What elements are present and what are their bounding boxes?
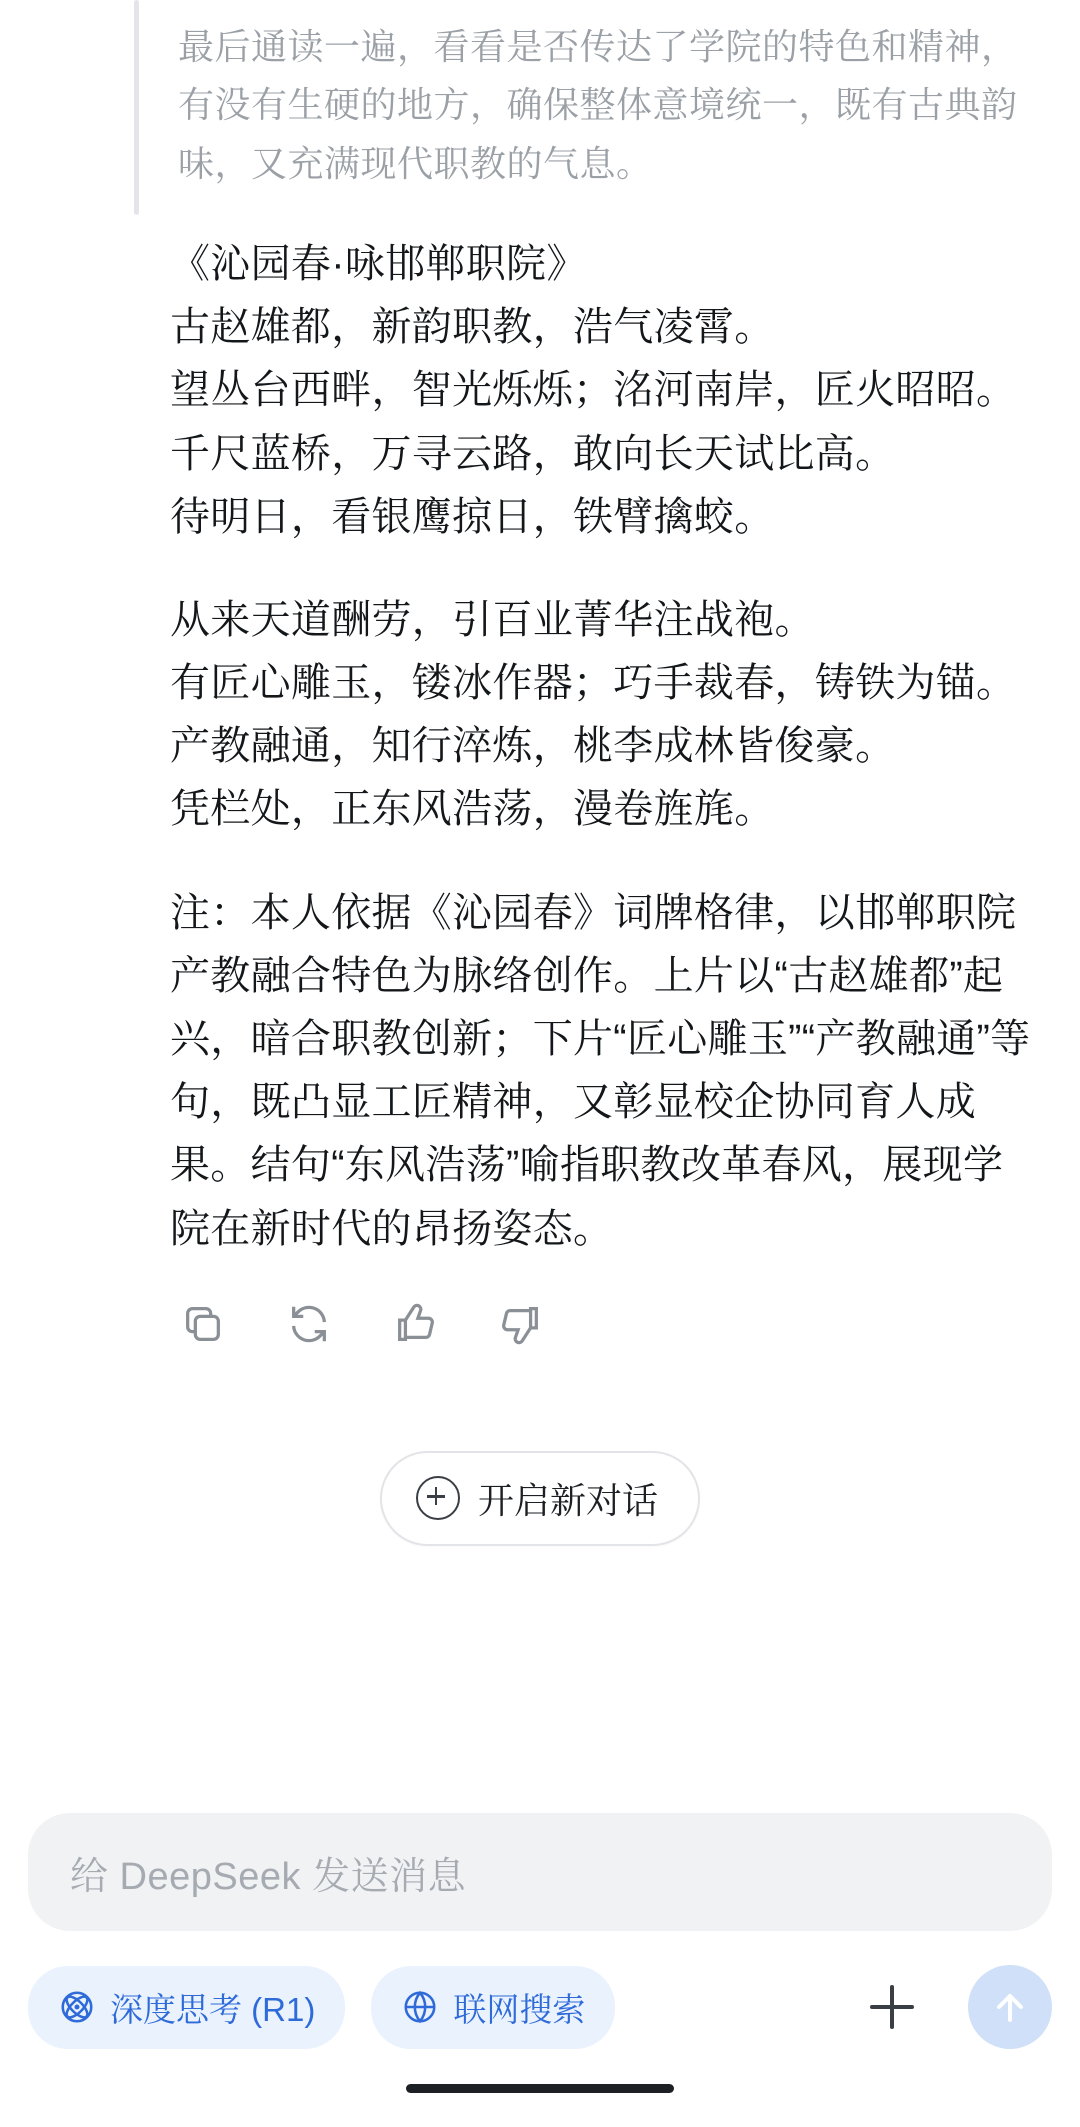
atom-icon [58,1988,96,2026]
poem-line: 望丛台西畔，智光烁烁；洺河南岸，匠火昭昭。 [170,368,1017,413]
home-indicator [406,2084,674,2093]
new-chat-label: 开启新对话 [477,1479,658,1521]
deep-think-label: 深度思考 (R1) [110,1990,316,2028]
poem-line: 有匠心雕玉，镂冰作器；巧手裁春，铸铁为锚。 [170,661,1017,706]
globe-icon [401,1988,439,2026]
deep-think-chip[interactable] [28,1966,345,2049]
poem-line: 古赵雄都，新韵职教，浩气凌霄。 [170,305,775,350]
message-input[interactable] [28,1813,1052,1931]
poem-title: 《沁园春·咏邯郸职院》 [170,241,587,286]
plus-circle-icon [416,1476,460,1520]
copy-icon[interactable] [176,1297,230,1351]
home-indicator-area [0,2049,1080,2127]
poem-line: 从来天道酬劳，引百业菁华注战袍。 [170,597,815,642]
message-actions [176,1297,1080,1351]
web-search-chip[interactable] [371,1966,615,2049]
quote-bar [134,0,139,215]
send-button[interactable] [968,1965,1052,2049]
paragraph-gap [170,549,1032,589]
poem-note: 注：本人依据《沁园春》词牌格律，以邯郸职院产教融合特色为脉络创作。上片以“古赵雄都”起兴，暗合职教创新；下片“匠心雕玉”“产教融通”等句，既凸显工匠精神，又彰显校企协同育人成果。结句“东风浩荡”喻指职教改革春风，展现学院在新时代的昂扬姿态。 [170,890,1031,1251]
poem-line: 千尺蓝桥，万寻云路，敢向长天试比高。 [170,431,896,476]
thumbs-down-icon[interactable] [494,1297,548,1351]
poem-line: 待明日，看银鹰掠日，铁臂擒蛟。 [170,494,775,539]
new-chat-button[interactable] [380,1451,700,1546]
new-chat-row [0,1451,1080,1546]
thinking-quote-block [178,0,1032,215]
message-input-placeholder: 给 DeepSeek 发送消息 [70,1855,467,1898]
poem-line: 凭栏处，正东风浩荡，漫卷旌旄。 [170,787,775,832]
arrow-up-icon [988,1985,1032,2029]
attach-plus-icon[interactable] [856,1971,928,2043]
quote-text: 最后通读一遍，看看是否传达了学院的特色和精神，有没有生硬的地方，确保整体意境统一，既有古典韵味，又充满现代职教的气息。 [178,26,1018,184]
regenerate-icon[interactable] [282,1297,336,1351]
web-search-label: 联网搜索 [453,1990,586,2028]
thumbs-up-icon[interactable] [388,1297,442,1351]
composer [0,1785,1080,1931]
assistant-message [170,233,1032,1261]
composer-toolbar [0,1931,1080,2049]
poem-line: 产教融通，知行淬炼，桃李成林皆俊豪。 [170,724,896,769]
